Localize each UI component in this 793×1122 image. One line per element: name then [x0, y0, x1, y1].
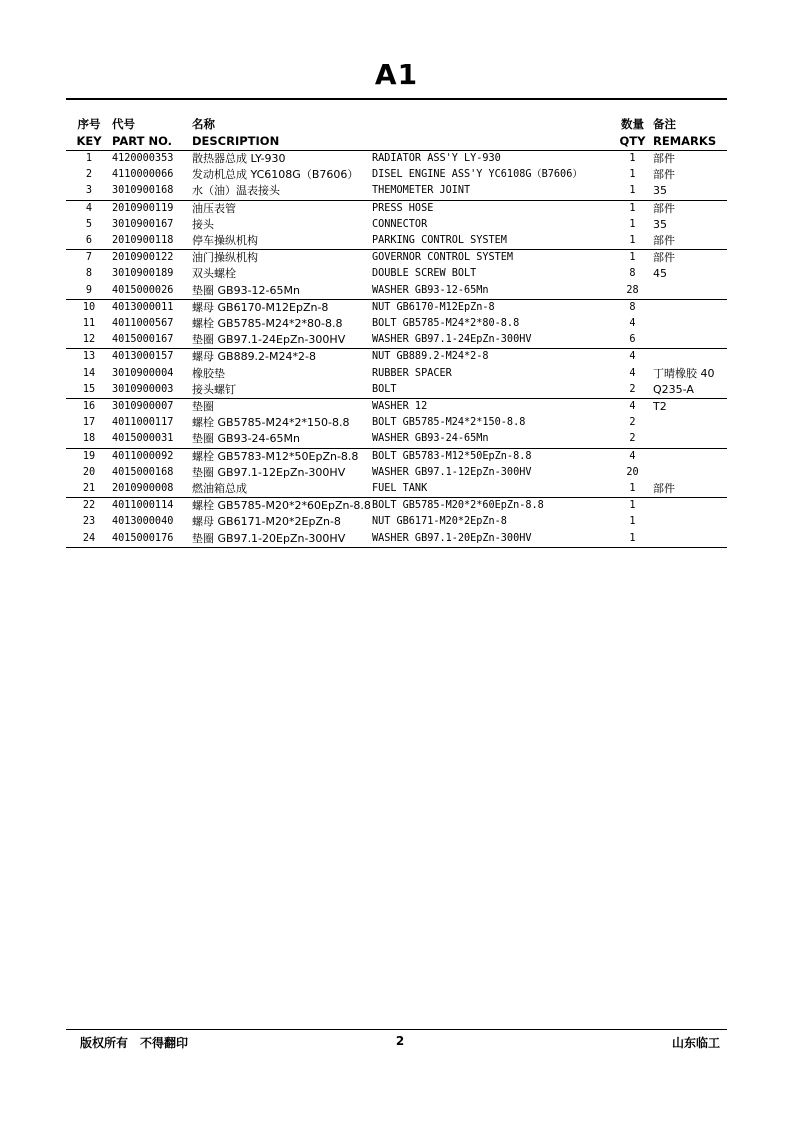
- cell-name-en: RUBBER SPACER: [372, 367, 452, 379]
- cell-remarks: [653, 415, 727, 431]
- header-key-cn: 序号: [77, 117, 101, 131]
- cell-qty: 6: [612, 332, 653, 349]
- cell-part-no: 3010900167: [112, 218, 174, 230]
- header-part-cn: 代号: [112, 117, 135, 131]
- table-row: [66, 415, 727, 431]
- cell-part-no: 3010900003: [112, 382, 192, 399]
- cell-name-cn: 螺栓 GB5785-M20*2*60EpZn-8.8: [192, 499, 371, 513]
- cell-part-no: 2010900119: [112, 202, 174, 214]
- cell-part-no: 4120000353: [112, 153, 174, 164]
- header-desc-cn: 名称: [192, 117, 215, 131]
- header-qty-en: QTY: [612, 133, 653, 151]
- cell-qty: 4: [629, 367, 636, 379]
- title-rule: [66, 98, 727, 100]
- cell-remarks: [653, 448, 727, 465]
- cell-part-no: 4015000167: [112, 332, 192, 349]
- header-row-en: [66, 133, 727, 151]
- cell-name-en: PARKING CONTROL SYSTEM: [372, 233, 612, 250]
- header-part-en: PART NO.: [112, 133, 192, 151]
- cell-part-no: 4110000066: [112, 169, 174, 181]
- cell-name-en: CONNECTOR: [372, 218, 428, 230]
- cell-remarks: 部件: [653, 251, 675, 265]
- cell-name-en: BOLT GB5785-M20*2*60EpZn-8.8: [372, 500, 544, 512]
- cell-qty: 1: [629, 252, 636, 264]
- cell-name-en: WASHER GB97.1-24EpZn-300HV: [372, 332, 612, 349]
- header-desc-en: DESCRIPTION: [192, 133, 372, 151]
- cell-name-en: BOLT GB5785-M24*2*150-8.8: [372, 417, 526, 429]
- footer-rule: [66, 1029, 727, 1030]
- cell-key: 19: [82, 450, 96, 462]
- table-row: [66, 266, 727, 282]
- cell-name-cn: 螺栓 GB5783-M12*50EpZn-8.8: [192, 449, 359, 463]
- cell-name-cn: 发动机总成 YC6108G（B7606）: [192, 168, 359, 182]
- cell-part-no: 4011000567: [112, 318, 174, 330]
- table-row: [66, 431, 727, 448]
- cell-name-cn: 油门操纵机构: [192, 251, 258, 265]
- cell-key: 12: [66, 332, 112, 349]
- cell-remarks: T2: [653, 400, 667, 414]
- cell-remarks: [653, 514, 727, 530]
- cell-qty: 28: [612, 283, 653, 300]
- cell-remarks: [653, 349, 727, 366]
- table-row: [66, 399, 727, 416]
- cell-name-en: DOUBLE SCREW BOLT: [372, 268, 477, 280]
- cell-name-en: WASHER GB93-24-65Mn: [372, 431, 612, 448]
- cell-qty: 1: [629, 516, 636, 528]
- cell-key: 4: [85, 202, 93, 214]
- cell-name-cn: 垫圈 GB93-12-65Mn: [192, 283, 372, 300]
- cell-key: 2: [85, 169, 93, 181]
- cell-part-no: 4011000117: [112, 417, 174, 429]
- cell-name-en: RADIATOR ASS'Y LY-930: [372, 153, 501, 164]
- cell-name-cn: 停车操纵机构: [192, 233, 372, 250]
- header-key-en: KEY: [66, 133, 112, 151]
- header-row-cn: [66, 116, 727, 133]
- cell-key: 7: [85, 252, 93, 264]
- header-remarks-en: REMARKS: [653, 133, 727, 151]
- cell-qty: 4: [629, 450, 636, 462]
- table-row: [66, 250, 727, 267]
- cell-name-en: WASHER GB93-12-65Mn: [372, 283, 612, 300]
- cell-qty: 1: [629, 153, 636, 164]
- cell-name-cn: 螺栓 GB5785-M24*2*150-8.8: [192, 416, 350, 430]
- cell-remarks: 丁晴橡胶 40: [653, 366, 715, 380]
- cell-key: 8: [85, 268, 93, 280]
- cell-part-no: 2010900118: [112, 233, 192, 250]
- cell-remarks: 部件: [653, 481, 727, 498]
- cell-name-cn: 油压表管: [192, 201, 236, 215]
- cell-qty: 8: [629, 268, 636, 280]
- cell-remarks: [653, 299, 727, 316]
- table-row: [66, 465, 727, 481]
- table-row: [66, 481, 727, 498]
- cell-key: 10: [82, 301, 96, 313]
- cell-name-en: NUT GB6171-M20*2EpZn-8: [372, 516, 507, 528]
- cell-name-en: NUT GB889.2-M24*2-8: [372, 351, 489, 363]
- cell-key: 18: [66, 431, 112, 448]
- cell-name-cn: 双头螺栓: [192, 267, 236, 281]
- cell-remarks: 部件: [653, 168, 675, 182]
- cell-name-cn: 螺栓 GB5785-M24*2*80-8.8: [192, 317, 343, 331]
- cell-qty: 1: [612, 531, 653, 548]
- cell-name-cn: 螺母 GB6170-M12EpZn-8: [192, 300, 329, 314]
- page-number: 2: [395, 1034, 405, 1048]
- cell-qty: 4: [629, 318, 636, 330]
- cell-key: 16: [82, 401, 96, 413]
- cell-qty: 4: [629, 351, 636, 363]
- cell-name-en: FUEL TANK: [372, 481, 612, 498]
- cell-qty: 20: [626, 466, 639, 478]
- cell-remarks: [653, 283, 727, 300]
- table-row: [66, 151, 727, 168]
- cell-part-no: 4011000114: [112, 500, 174, 512]
- cell-key: 23: [82, 516, 96, 528]
- table-row: [66, 349, 727, 366]
- table-row: [66, 283, 727, 300]
- cell-key: 6: [66, 233, 112, 250]
- cell-name-en: BOLT GB5785-M24*2*80-8.8: [372, 318, 520, 330]
- cell-part-no: 4013000157: [112, 351, 174, 363]
- parts-body: [66, 151, 727, 548]
- header-spacer: [372, 133, 612, 151]
- cell-name-cn: 散热器总成 LY-930: [192, 152, 286, 165]
- cell-part-no: 4015000031: [112, 431, 192, 448]
- cell-name-en: PRESS HOSE: [372, 202, 434, 214]
- copyright-notice: 版权所有 不得翻印: [80, 1036, 189, 1050]
- cell-part-no: 2010900008: [112, 481, 192, 498]
- cell-remarks: [653, 465, 727, 481]
- cell-name-cn: 接头螺钉: [192, 382, 372, 399]
- cell-qty: 1: [629, 218, 636, 230]
- cell-key: 13: [82, 351, 96, 363]
- cell-key: 17: [82, 417, 96, 429]
- table-row: [66, 233, 727, 250]
- cell-name-cn: 垫圈 GB97.1-12EpZn-300HV: [192, 465, 346, 479]
- table-row: [66, 217, 727, 233]
- cell-qty: 1: [612, 183, 653, 200]
- cell-key: 5: [85, 218, 93, 230]
- header-spacer: [372, 116, 612, 133]
- cell-remarks: [653, 531, 727, 548]
- cell-part-no: 2010900122: [112, 252, 174, 264]
- page-title: A1: [374, 58, 419, 91]
- table-row: [66, 200, 727, 217]
- table-row: [66, 448, 727, 465]
- table-row: [66, 299, 727, 316]
- table-row: [66, 316, 727, 332]
- cell-name-en: WASHER GB97.1-20EpZn-300HV: [372, 531, 612, 548]
- table-row: [66, 167, 727, 183]
- cell-key: 24: [66, 531, 112, 548]
- cell-key: 15: [66, 382, 112, 399]
- company-name: 山东临工: [671, 1036, 720, 1050]
- cell-remarks: [653, 498, 727, 515]
- cell-remarks: Q235-A: [653, 382, 727, 399]
- header-remarks-cn: 备注: [653, 117, 676, 131]
- cell-key: 3: [66, 183, 112, 200]
- table-row: [66, 514, 727, 530]
- cell-key: 9: [66, 283, 112, 300]
- cell-name-cn: 垫圈 GB93-24-65Mn: [192, 431, 372, 448]
- cell-part-no: 4015000176: [112, 531, 192, 548]
- cell-name-cn: 接头: [192, 217, 214, 231]
- cell-qty: 2: [629, 417, 636, 429]
- cell-part-no: 4013000011: [112, 301, 174, 313]
- cell-name-en: WASHER GB97.1-12EpZn-300HV: [372, 466, 532, 478]
- cell-remarks: 45: [653, 267, 667, 281]
- cell-key: 14: [82, 367, 96, 379]
- cell-part-no: 3010900004: [112, 367, 174, 379]
- cell-part-no: 4015000026: [112, 283, 192, 300]
- cell-key: 20: [82, 466, 96, 478]
- cell-name-cn: 垫圈: [192, 400, 214, 414]
- cell-name-cn: 垫圈 GB97.1-24EpZn-300HV: [192, 332, 372, 349]
- cell-qty: 1: [629, 500, 636, 512]
- cell-remarks: 部件: [653, 233, 727, 250]
- cell-qty: 4: [629, 401, 636, 413]
- cell-name-cn: 橡胶垫: [192, 366, 225, 380]
- cell-remarks: [653, 332, 727, 349]
- cell-qty: 1: [612, 481, 653, 498]
- table-row: [66, 498, 727, 515]
- table-row: [66, 531, 727, 548]
- cell-name-en: THEMOMETER JOINT: [372, 183, 612, 200]
- cell-qty: 2: [612, 431, 653, 448]
- cell-part-no: 4015000168: [112, 466, 174, 478]
- cell-remarks: [653, 316, 727, 332]
- cell-qty: 2: [612, 382, 653, 399]
- cell-remarks: 35: [653, 183, 727, 200]
- cell-part-no: 3010900007: [112, 401, 174, 413]
- cell-name-cn: 燃油箱总成: [192, 481, 372, 498]
- cell-remarks: [653, 431, 727, 448]
- parts-table: [66, 116, 727, 548]
- cell-part-no: 4011000092: [112, 450, 174, 462]
- cell-name-cn: 水（油）温表接头: [192, 183, 372, 200]
- cell-qty: 8: [629, 301, 636, 313]
- cell-remarks: 部件: [653, 201, 675, 215]
- cell-name-en: NUT GB6170-M12EpZn-8: [372, 301, 495, 313]
- cell-key: 11: [82, 318, 96, 330]
- cell-name-en: BOLT: [372, 382, 612, 399]
- cell-qty: 1: [612, 233, 653, 250]
- cell-remarks: 部件: [653, 152, 675, 165]
- cell-qty: 1: [629, 169, 636, 181]
- cell-remarks: 35: [653, 217, 667, 231]
- table-row: [66, 366, 727, 382]
- cell-name-cn: 垫圈 GB97.1-20EpZn-300HV: [192, 531, 372, 548]
- table-row: [66, 332, 727, 349]
- cell-name-en: GOVERNOR CONTROL SYSTEM: [372, 252, 514, 264]
- cell-key: 21: [66, 481, 112, 498]
- cell-name-en: WASHER 12: [372, 401, 428, 413]
- cell-name-en: BOLT GB5783-M12*50EpZn-8.8: [372, 450, 532, 462]
- table-row: [66, 382, 727, 399]
- cell-name-en: DISEL ENGINE ASS'Y YC6108G（B7606）: [372, 169, 583, 181]
- table-row: [66, 183, 727, 200]
- cell-qty: 1: [629, 202, 636, 214]
- cell-part-no: 3010900168: [112, 183, 192, 200]
- cell-name-cn: 螺母 GB6171-M20*2EpZn-8: [192, 515, 341, 529]
- cell-name-cn: 螺母 GB889.2-M24*2-8: [192, 350, 316, 364]
- cell-key: 22: [82, 500, 96, 512]
- cell-key: 1: [85, 153, 93, 164]
- cell-part-no: 4013000040: [112, 516, 174, 528]
- header-qty-cn: 数量: [621, 117, 644, 131]
- cell-part-no: 3010900189: [112, 268, 174, 280]
